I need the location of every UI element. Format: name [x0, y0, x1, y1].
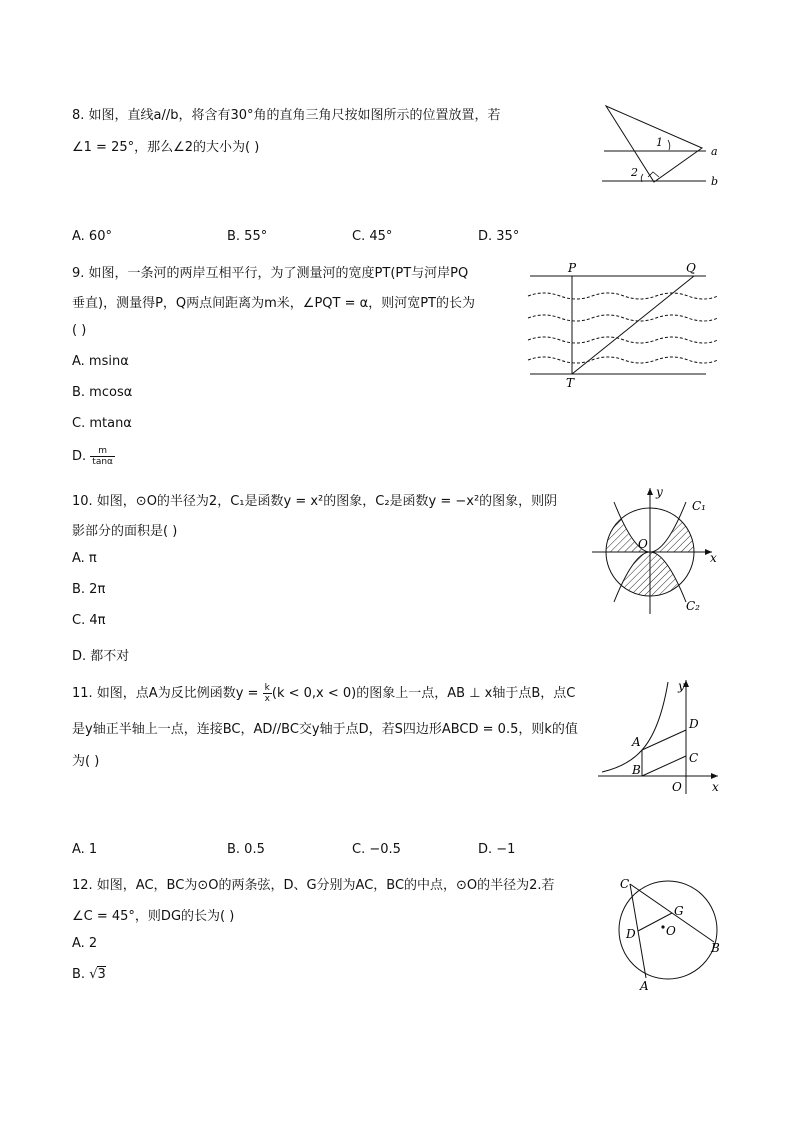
q11-text-line3: 为( )	[72, 754, 100, 769]
q11-label-b: B	[632, 763, 641, 777]
q11-option-c: C. −0.5	[352, 842, 401, 857]
q12-option-b-prefix: B.	[72, 967, 90, 982]
q11-fraction-numerator: k	[263, 683, 272, 694]
q8-text-line2: ∠1 = 25°，那么∠2的大小为( )	[72, 140, 260, 155]
q8-option-b: B. 55°	[227, 229, 268, 244]
q9-option-b: B. mcosα	[72, 385, 133, 400]
q8-option-c: C. 45°	[352, 229, 393, 244]
q11-hyperbola-figure	[594, 674, 728, 800]
q11-label-a: A	[632, 735, 641, 749]
q12-option-b-radicand: 3	[97, 967, 106, 982]
q8-option-d: D. 35°	[478, 229, 520, 244]
q10-option-b: B. 2π	[72, 582, 106, 597]
q10-option-a: A. π	[72, 551, 97, 566]
q11-text-line1	[72, 682, 575, 704]
q10-circle-parabola-figure	[588, 482, 724, 618]
q11-label-c: C	[689, 751, 699, 765]
q8-text-line1: 8. 如图，直线a//b，将含有30°角的直角三角尺按如图所示的位置放置，若	[72, 108, 501, 123]
q8-label-line-b: b	[711, 175, 719, 188]
q9-text-line1: 9. 如图，一条河的两岸互相平行，为了测量河的宽度PT(PT与河岸PQ	[72, 266, 469, 281]
q10-option-d: D. 都不对	[72, 649, 130, 664]
q11-option-d: D. −1	[478, 842, 516, 857]
q11-option-a: A. 1	[72, 842, 98, 857]
q12-text-line2: ∠C = 45°，则DG的长为( )	[72, 909, 235, 924]
q11-text-line2: 是y轴正半轴上一点，连接BC，AD//BC交y轴于点D，若S四边形ABCD = 0.5，则k的值	[72, 722, 578, 737]
q9-option-a: A. msinα	[72, 354, 129, 369]
q11-label-o: O	[672, 780, 682, 794]
q9-label-q: Q	[686, 261, 696, 275]
q12-label-d: D	[626, 927, 636, 941]
q12-option-b	[72, 967, 106, 982]
q9-river-figure	[524, 260, 724, 390]
q8-triangle-figure	[598, 100, 728, 195]
q12-label-b: B	[711, 941, 720, 955]
q9-option-d-numerator: m	[90, 446, 115, 457]
radical-icon: √	[89, 967, 98, 982]
q11-option-b: B. 0.5	[227, 842, 265, 857]
q8-label-angle2: 2	[631, 166, 638, 179]
q9-option-d-prefix: D.	[72, 449, 87, 464]
q11-label-x: x	[712, 780, 719, 794]
q12-option-a: A. 2	[72, 936, 98, 951]
q9-option-d-denominator: tanα	[92, 457, 113, 467]
q9-option-c: C. mtanα	[72, 416, 132, 431]
q11-text-line1-b: (k < 0,x < 0)的图象上一点，AB ⊥ x轴于点B，点C	[271, 686, 576, 701]
q11-fraction-denominator: x	[264, 694, 270, 704]
q12-label-o: O	[666, 924, 676, 938]
q12-text-line1: 12. 如图，AC，BC为⊙O的两条弦，D、G分别为AC，BC的中点，⊙O的半径为2.若	[72, 878, 555, 893]
q12-label-c: C	[620, 877, 630, 891]
q10-text-line2: 影部分的面积是( )	[72, 524, 178, 539]
q11-text-line1-a: 11. 如图，点A为反比例函数y =	[72, 686, 263, 701]
q11-label-d: D	[689, 717, 699, 731]
q10-label-c2: C₂	[686, 599, 700, 613]
q10-text-line1: 10. 如图，⊙O的半径为2，C₁是函数y = x²的图象，C₂是函数y = −x²的图象，则阴	[72, 494, 558, 509]
q9-label-t: T	[566, 376, 575, 390]
q9-text-line3: ( )	[72, 323, 87, 338]
q9-option-d-fraction	[90, 446, 115, 467]
q11-k-over-x-fraction	[263, 683, 272, 704]
q8-label-angle1: 1	[656, 136, 663, 149]
q10-label-o: O	[638, 537, 648, 551]
q10-label-x: x	[710, 551, 717, 565]
q12-circle-chords-figure	[608, 870, 730, 994]
q10-label-y: y	[656, 485, 663, 499]
q9-label-p: P	[568, 261, 577, 275]
q9-option-d	[72, 446, 115, 467]
q8-option-a: A. 60°	[72, 229, 112, 244]
q12-label-a: A	[640, 979, 649, 993]
q12-label-g: G	[674, 904, 684, 918]
q10-label-c1: C₁	[692, 499, 706, 513]
q9-text-line2: 垂直)，测量得P，Q两点间距离为m米，∠PQT = α，则河宽PT的长为	[72, 296, 475, 311]
q11-label-y: y	[678, 679, 685, 693]
q8-label-line-a: a	[711, 145, 718, 158]
q10-option-c: C. 4π	[72, 613, 106, 628]
